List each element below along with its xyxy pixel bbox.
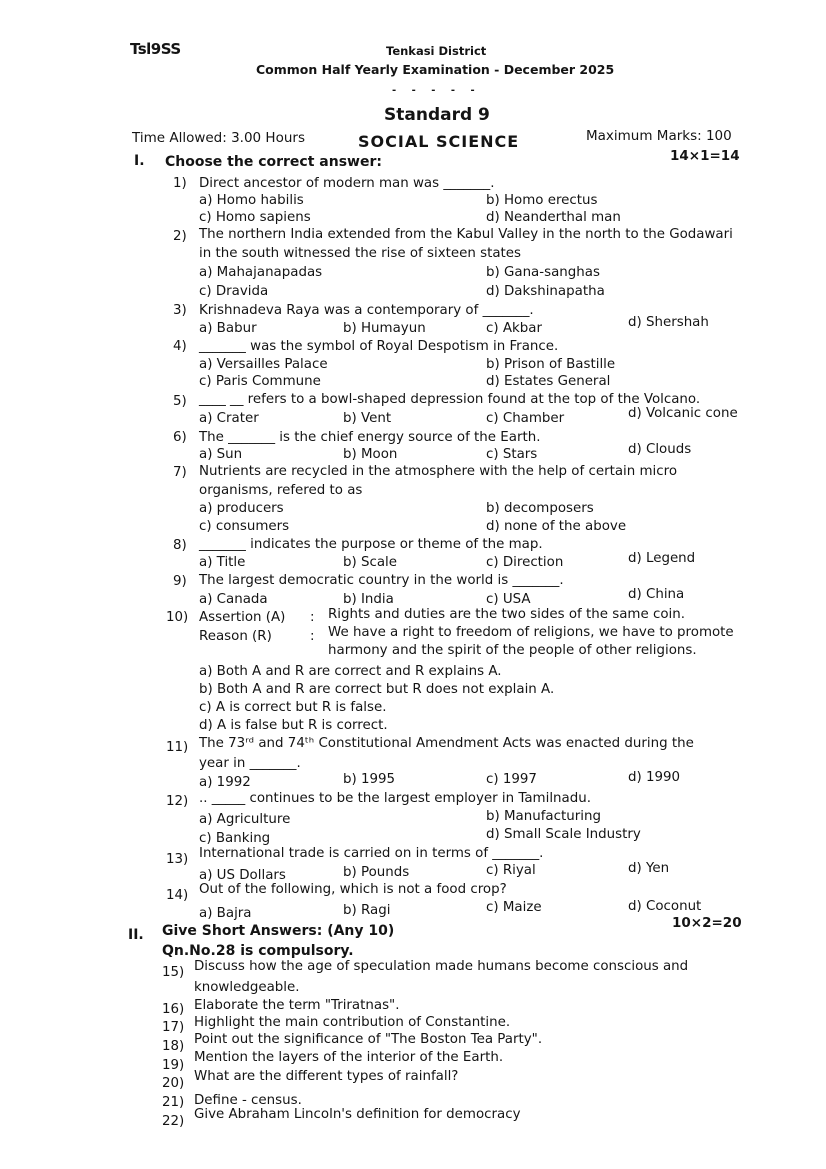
reason-label: Reason (R): [199, 629, 272, 644]
separator-dots: - - - - -: [392, 85, 481, 96]
question-number: 2): [173, 229, 187, 244]
section-2-marks: 10×2=20: [672, 915, 742, 931]
option: b) Both A and R are correct but R does not explain A.: [199, 682, 555, 697]
question-number: 22): [162, 1114, 185, 1129]
reason-text: harmony and the spirit of the people of other religions.: [328, 643, 697, 658]
option: d) Yen: [628, 861, 670, 876]
option: b) Prison of Bastille: [486, 357, 616, 372]
question-text: Krishnadeva Raya was a contemporary of _______.: [199, 303, 534, 318]
option: d) Coconut: [628, 899, 702, 914]
option: c) A is correct but R is false.: [199, 700, 387, 715]
option: c) Chamber: [486, 411, 565, 426]
option: b) India: [343, 592, 394, 607]
question-number: 1): [173, 176, 187, 191]
paper-code: Tsl9SS: [130, 40, 181, 58]
option: c) Homo sapiens: [199, 210, 311, 225]
question-text: Mention the layers of the interior of the Earth.: [194, 1050, 504, 1065]
district-name: Tenkasi District: [386, 44, 487, 58]
option: d) Clouds: [628, 442, 692, 457]
reason-colon: :: [310, 629, 315, 644]
question-text: The northern India extended from the Kabul Valley in the north to the Godawari: [199, 227, 733, 242]
option: a) Versailles Palace: [199, 357, 328, 372]
question-number: 18): [162, 1039, 185, 1054]
option: d) Small Scale Industry: [486, 827, 641, 842]
option: d) 1990: [628, 770, 681, 785]
question-text: Highlight the main contribution of Constantine.: [194, 1015, 511, 1030]
question-text: in the south witnessed the rise of sixteen states: [199, 246, 522, 261]
question-text: Discuss how the age of speculation made humans become conscious and: [194, 959, 689, 974]
option: b) Vent: [343, 411, 392, 426]
option: a) Bajra: [199, 906, 252, 921]
option: c) Riyal: [486, 863, 536, 878]
question-number: 7): [173, 465, 187, 480]
question-text: organisms, refered to as: [199, 483, 363, 498]
option: d) Dakshinapatha: [486, 284, 605, 299]
question-text: .. _____ continues to be the largest employer in Tamilnadu.: [199, 791, 591, 806]
option: b) 1995: [343, 772, 396, 787]
option: c) Akbar: [486, 321, 542, 336]
assertion-text: Rights and duties are the two sides of the same coin.: [328, 607, 685, 622]
option: c) Maize: [486, 900, 542, 915]
question-number: 12): [166, 794, 189, 809]
option: a) US Dollars: [199, 868, 286, 883]
option: c) 1997: [486, 772, 537, 787]
option: a) Sun: [199, 447, 243, 462]
question-text: Point out the significance of "The Boston Tea Party".: [194, 1032, 543, 1047]
question-number: 13): [166, 852, 189, 867]
option: a) Crater: [199, 411, 259, 426]
option: a) Mahajanapadas: [199, 265, 323, 280]
question-text: The _______ is the chief energy source of the Earth.: [199, 430, 541, 445]
time-allowed: Time Allowed: 3.00 Hours: [132, 130, 305, 146]
question-number: 15): [162, 965, 185, 980]
option: b) Ragi: [343, 903, 391, 918]
assertion-colon: :: [310, 610, 315, 625]
question-text: The 73ʳᵈ and 74ᵗʰ Constitutional Amendment Acts was enacted during the: [199, 736, 694, 751]
option: d) A is false but R is correct.: [199, 718, 388, 733]
question-number: 20): [162, 1076, 185, 1091]
compulsory-note: Qn.No.28 is compulsory.: [162, 943, 354, 959]
option: a) Canada: [199, 592, 268, 607]
option: a) 1992: [199, 775, 251, 790]
option: c) Dravida: [199, 284, 269, 299]
question-number: 4): [173, 339, 187, 354]
question-text: The largest democratic country in the world is _______.: [199, 573, 564, 588]
question-number: 3): [173, 303, 187, 318]
option: b) decomposers: [486, 501, 594, 516]
section-1-marks: 14×1=14: [670, 148, 740, 164]
question-number: 16): [162, 1002, 185, 1017]
option: c) Paris Commune: [199, 374, 321, 389]
question-number: 9): [173, 574, 187, 589]
option: d) Estates General: [486, 374, 611, 389]
standard-title: Standard 9: [384, 105, 490, 125]
option: b) Humayun: [343, 321, 426, 336]
option: d) Legend: [628, 551, 696, 566]
question-number: 6): [173, 430, 187, 445]
option: b) Scale: [343, 555, 398, 570]
question-text: Out of the following, which is not a food crop?: [199, 882, 507, 897]
question-text: Elaborate the term "Triratnas".: [194, 998, 400, 1013]
question-number: 10): [166, 610, 189, 625]
option: d) Volcanic cone: [628, 406, 738, 421]
section-2-title: Give Short Answers: (Any 10): [162, 923, 395, 939]
question-text: _______ was the symbol of Royal Despotism in France.: [199, 339, 559, 354]
option: b) Pounds: [343, 865, 410, 880]
question-number: 5): [173, 394, 187, 409]
option: d) Neanderthal man: [486, 210, 621, 225]
question-number: 14): [166, 888, 189, 903]
question-text: What are the different types of rainfall?: [194, 1069, 459, 1084]
question-number: 21): [162, 1095, 185, 1110]
question-text: knowledgeable.: [194, 980, 300, 995]
question-text: year in _______.: [199, 756, 301, 771]
option: c) consumers: [199, 519, 290, 534]
section-1-number: I.: [134, 153, 145, 169]
question-text: Define - census.: [194, 1093, 302, 1108]
reason-text: We have a right to freedom of religions, we have to promote: [328, 625, 734, 640]
option: b) Gana-sanghas: [486, 265, 600, 280]
question-number: 19): [162, 1058, 185, 1073]
option: d) Shershah: [628, 315, 709, 330]
option: c) Direction: [486, 555, 564, 570]
option: b) Moon: [343, 447, 398, 462]
option: a) Homo habilis: [199, 193, 304, 208]
option: b) Homo erectus: [486, 193, 598, 208]
question-number: 11): [166, 740, 189, 755]
option: d) none of the above: [486, 519, 627, 534]
question-text: Nutrients are recycled in the atmosphere with the help of certain micro: [199, 464, 678, 479]
option: c) USA: [486, 592, 531, 607]
option: c) Banking: [199, 831, 271, 846]
exam-title: Common Half Yearly Examination - December 2025: [256, 62, 615, 77]
option: a) Both A and R are correct and R explains A.: [199, 664, 502, 679]
option: b) Manufacturing: [486, 809, 601, 824]
question-text: Direct ancestor of modern man was _______.: [199, 176, 495, 191]
section-2-number: II.: [128, 927, 144, 943]
maximum-marks: Maximum Marks: 100: [586, 128, 732, 144]
option: a) Agriculture: [199, 812, 291, 827]
question-number: 8): [173, 538, 187, 553]
option: a) producers: [199, 501, 284, 516]
option: d) China: [628, 587, 685, 602]
option: c) Stars: [486, 447, 538, 462]
question-text: ____ __ refers to a bowl-shaped depression found at the top of the Volcano.: [199, 392, 701, 407]
question-text: _______ indicates the purpose or theme of the map.: [199, 537, 543, 552]
option: a) Babur: [199, 321, 257, 336]
question-text: International trade is carried on in terms of _______.: [199, 846, 544, 861]
question-text: Give Abraham Lincoln's definition for democracy: [194, 1107, 521, 1122]
question-number: 17): [162, 1020, 185, 1035]
section-1-title: Choose the correct answer:: [165, 154, 382, 170]
option: a) Title: [199, 555, 246, 570]
assertion-label: Assertion (A): [199, 610, 286, 625]
subject-title: SOCIAL SCIENCE: [358, 132, 520, 151]
